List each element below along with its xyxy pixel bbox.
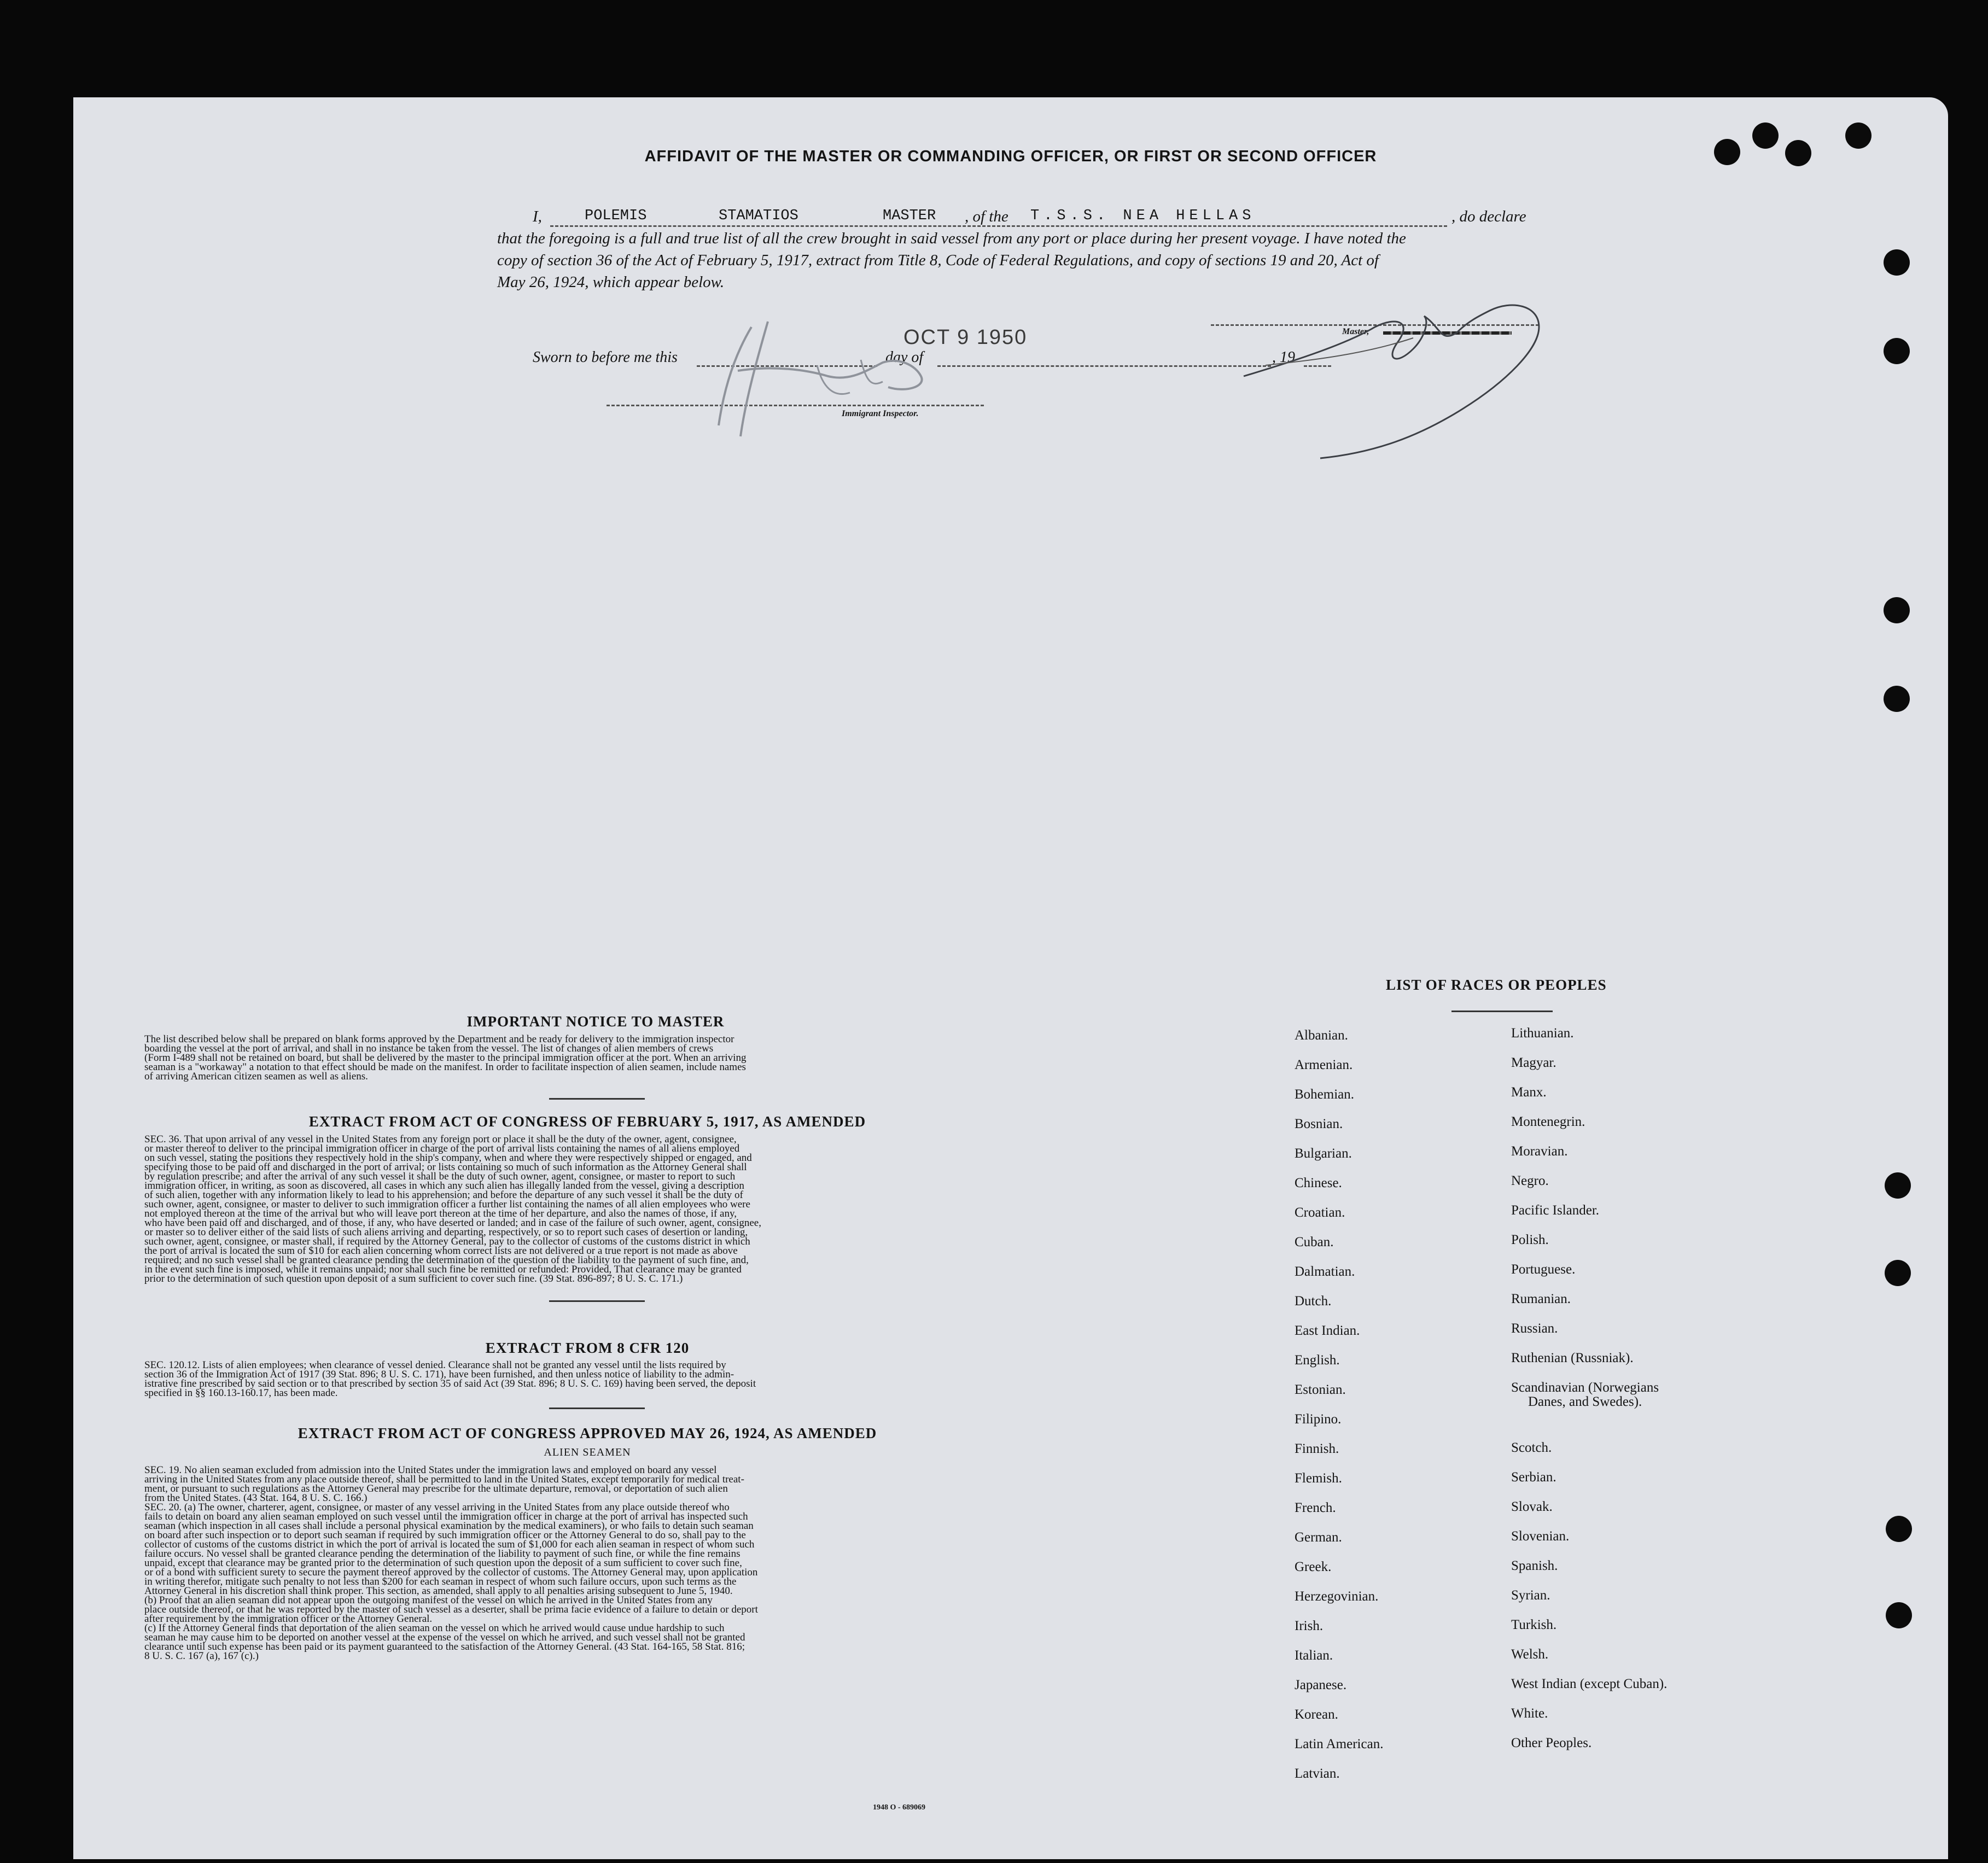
extract-cfr-title: EXTRACT FROM 8 CFR 120 [485, 1340, 690, 1356]
extract-1917-body [144, 1135, 1030, 1283]
extract-line: specified in §§ 160.13-160.17, has been made. [144, 1387, 338, 1399]
race-item: Albanian. [1295, 1028, 1348, 1043]
race-item: Filipino. [1295, 1412, 1342, 1427]
extract-line: required; and no such vessel shall be granted clearance pending the determination of the question of the liability to the payment of such fine, and, [144, 1254, 749, 1266]
race-item: Danes, and Swedes). [1528, 1394, 1642, 1409]
declaration-line: May 26, 1924, which appear below. [497, 273, 725, 291]
punch-hole [1752, 122, 1779, 149]
print-code: 1948 O - 689069 [873, 1803, 926, 1812]
extract-line: in writing therefor, mitigate such penalty to not less than $200 for each seaman in respect of whom such failure occurs, upon such terms as the [144, 1576, 737, 1587]
punch-hole [1845, 122, 1872, 149]
race-item: Magyar. [1511, 1055, 1556, 1070]
extract-line: failure occurs. No vessel shall be granted clearance pending the determination of the liability to payment of such fine, or while the fine remains [144, 1548, 741, 1560]
master-given-name: STAMATIOS [719, 208, 798, 224]
punch-hole [1884, 249, 1910, 276]
extract-line: on such vessel, stating the positions they respectively hold in the ship's company, when and where they were respectively shipped or engaged, and [144, 1152, 752, 1164]
extract-line: not employed thereon at the time of the arrival but who will leave port thereon at the time of her departure, and also the names of those, if any, [144, 1208, 737, 1219]
race-item: Other Peoples. [1511, 1736, 1592, 1750]
master-signature [1233, 283, 1572, 464]
race-item: Dalmatian. [1295, 1264, 1355, 1279]
race-item: Latin American. [1295, 1737, 1384, 1751]
notice-line: (Form I-489 shall not be retained on board, but shall be delivered by the master to the principal immigration officer at the port. When an arriving [144, 1052, 747, 1064]
punch-hole [1886, 1516, 1912, 1542]
extract-1924-title: EXTRACT FROM ACT OF CONGRESS APPROVED MAY 26, 1924, AS AMENDED [298, 1425, 877, 1441]
race-item: Scotch. [1511, 1440, 1552, 1455]
race-item: Estonian. [1295, 1382, 1346, 1397]
extract-line: 8 U. S. C. 167 (a), 167 (c).) [144, 1650, 259, 1662]
extract-line: immigration officer, in writing, as soon as discovered, all cases in which any such alien has illegally landed from the vessel, giving a description [144, 1180, 744, 1192]
extract-1917-title: EXTRACT FROM ACT OF CONGRESS OF FEBRUARY 5, 1917, AS AMENDED [308, 1113, 866, 1130]
race-item: Irish. [1295, 1619, 1324, 1633]
race-item: Pacific Islander. [1511, 1203, 1600, 1218]
race-item: Armenian. [1295, 1058, 1353, 1072]
race-item: Manx. [1511, 1085, 1547, 1100]
notice-title: IMPORTANT NOTICE TO MASTER [467, 1013, 725, 1030]
race-item: Serbian. [1511, 1470, 1556, 1485]
punch-hole [1884, 686, 1910, 712]
extract-line: of such alien, together with any information likely to lead to his apprehension; and before the departure of any such vessel it shall be the duty of [144, 1189, 743, 1201]
fill-line [937, 365, 1271, 367]
race-item: White. [1511, 1706, 1548, 1721]
race-item: Moravian. [1511, 1144, 1568, 1159]
race-item: East Indian. [1295, 1323, 1360, 1338]
notice-line: of arriving American citizen seamen as well as aliens. [144, 1071, 368, 1082]
notice-body [144, 1035, 1030, 1081]
section-divider [1451, 1011, 1553, 1012]
race-item: Croatian. [1295, 1205, 1345, 1220]
section-divider [549, 1408, 645, 1409]
race-item: Lithuanian. [1511, 1026, 1574, 1041]
race-item: Scandinavian (Norwegians [1511, 1380, 1659, 1395]
extract-line: or of a bond with sufficient surety to secure the payment thereof approved by the collector of customs. The Attorney General may, upon application [144, 1567, 758, 1578]
punch-hole [1885, 1172, 1911, 1199]
extract-line: specifying those to be paid off and discharged in the port of arrival; or lists containing so much of such information as the Attorney General shall [144, 1161, 747, 1173]
master-label: Master, [1342, 327, 1369, 336]
extract-line: SEC. 36. That upon arrival of any vessel in the United States from any foreign port or place it shall be the duty of the owner, agent, consignee, [144, 1134, 737, 1145]
inspector-label: Immigrant Inspector. [842, 409, 919, 418]
notice-line: seaman is a "workaway" a notation to that effect should be made on the manifest. In order to facilitate inspection of alien seamen, include names [144, 1061, 746, 1073]
punch-hole [1884, 338, 1910, 364]
affidavit-title: AFFIDAVIT OF THE MASTER OR COMMANDING OFFICER, OR FIRST OR SECOND OFFICER [644, 148, 1377, 165]
notice-line: boarding the vessel at the port of arrival, and shall in no instance be taken from the vessel. The list of changes of alien members of crews [144, 1043, 714, 1054]
race-item: Greek. [1295, 1560, 1332, 1574]
extract-line: on board after such inspection or to deport such seaman if required by such immigration officer or the Attorney General to do so, shall pay to the [144, 1529, 746, 1541]
punch-hole [1885, 1260, 1911, 1286]
extract-line: after requirement by the immigration officer or the Attorney General. [144, 1613, 433, 1625]
extract-line: or master thereof to deliver to the principal immigration officer in charge of the port of arrival lists containing the names of all aliens employed [144, 1143, 740, 1154]
race-item: West Indian (except Cuban). [1511, 1677, 1668, 1691]
extract-line: (b) Proof that an alien seaman did not appear upon the outgoing manifest of the vessel on which he arrived in the United States from any [144, 1595, 713, 1606]
race-item: Montenegrin. [1511, 1114, 1585, 1129]
race-item: English. [1295, 1353, 1340, 1368]
extract-line: istrative fine prescribed by said section or to that prescribed by section 35 of said Act (39 Stat. 896; 8 U. S. C. 169) having been served, the deposit [144, 1378, 756, 1389]
race-item: Polish. [1511, 1233, 1549, 1247]
race-item: Syrian. [1511, 1588, 1550, 1603]
extract-line: clearance until such expense has been paid or its payment guaranteed to the satisfaction of the Attorney General. (43 Stat. 164-165, 58 Stat. 816; [144, 1641, 745, 1652]
extract-line: SEC. 120.12. Lists of alien employees; when clearance of vessel denied. Clearance shall not be granted any vessel until the lists required by [144, 1359, 726, 1371]
extract-line: ment, or pursuant to such regulations as the Attorney General may prescribe for the ultimate departure, removal, or deportation of such alien [144, 1483, 728, 1494]
race-item: Chinese. [1295, 1176, 1342, 1190]
race-item: French. [1295, 1500, 1336, 1515]
extract-line: place outside thereof, or that he was reported by the master of such vessel as a deserter, shall be prima facie evidence of a failure to detain or deport [144, 1604, 758, 1615]
form-sheet [73, 97, 1948, 1859]
race-item: Bohemian. [1295, 1087, 1355, 1102]
extract-line: unpaid, except that clearance may be granted prior to the determination of such question upon the deposit of a sum sufficient to cover such fine, [144, 1557, 742, 1569]
extract-cfr-body [144, 1360, 1030, 1398]
race-item: Japanese. [1295, 1678, 1347, 1692]
extract-line: prior to the determination of such question upon deposit of a sum sufficient to cover such fine. (39 Stat. 896-897; 8 U. S. C. 171.) [144, 1273, 683, 1284]
race-item: Negro. [1511, 1173, 1549, 1188]
race-item: Korean. [1295, 1707, 1338, 1722]
race-item: Portuguese. [1511, 1262, 1576, 1277]
race-item: Slovak. [1511, 1499, 1553, 1514]
punch-hole [1886, 1602, 1912, 1628]
race-item: Cuban. [1295, 1235, 1334, 1249]
extract-line: (c) If the Attorney General finds that deportation of the alien seaman on the vessel on which he arrived would cause undue hardship to such [144, 1622, 725, 1634]
sworn-label: Sworn to before me this [533, 349, 678, 366]
master-rank: MASTER [883, 208, 936, 224]
master-surname: POLEMIS [585, 208, 647, 224]
race-item: Italian. [1295, 1648, 1333, 1663]
race-item: Welsh. [1511, 1647, 1549, 1662]
of-the-text: , of the [965, 208, 1008, 225]
do-declare-text: , do declare [1451, 208, 1526, 225]
extract-line: section 36 of the Immigration Act of 1917 (39 Stat. 896; 8 U. S. C. 171), have been furnished, and then unless notice of liability to the admin- [144, 1369, 734, 1380]
extract-line: from the United States. (43 Stat. 164, 8 U. S. C. 166.) [144, 1492, 368, 1504]
races-title: LIST OF RACES OR PEOPLES [1386, 977, 1607, 993]
race-item: Finnish. [1295, 1441, 1339, 1456]
year-prefix-label: , 19 [1272, 349, 1295, 366]
race-item: Spanish. [1511, 1558, 1558, 1573]
race-item: Bulgarian. [1295, 1146, 1352, 1161]
extract-1924-body [144, 1465, 1030, 1661]
punch-hole [1884, 597, 1910, 623]
extract-line: seaman he may cause him to be deported on another vessel at the expense of the vessel on which he arrived, and such vessel shall not be granted [144, 1632, 745, 1643]
day-of-label: day of [885, 349, 924, 366]
race-item: Latvian. [1295, 1766, 1340, 1781]
vessel-name: T.S.S. NEA HELLAS [1030, 208, 1256, 224]
extract-line: collector of customs of the customs district in which the port of arrival is located the sum of $1,000 for each alien seaman in respect of whom such [144, 1539, 755, 1550]
date-stamp: OCT 9 1950 [903, 326, 1028, 349]
race-item: Russian. [1511, 1321, 1558, 1336]
section-divider [549, 1098, 645, 1100]
race-item: Slovenian. [1511, 1529, 1570, 1544]
extract-1924-subtitle: ALIEN SEAMEN [544, 1446, 631, 1458]
extract-line: SEC. 19. No alien seaman excluded from admission into the United States under the immigration laws and employed on board any vessel [144, 1464, 717, 1476]
race-item: Rumanian. [1511, 1292, 1571, 1306]
race-item: Ruthenian (Russniak). [1511, 1351, 1634, 1365]
extract-line: such owner, agent, consignee, or master shall, if required by the Attorney General, pay to the collector of customs of the customs district in which [144, 1236, 750, 1247]
race-item: Herzegovinian. [1295, 1589, 1379, 1604]
extract-line: seaman (which inspection in all cases shall include a personal physical examination by the medical examiners), or who fails to detain such seaman [144, 1520, 754, 1532]
extract-line: or master so to deliver either of the said lists of such aliens arriving and departing, respectively, or so to report such cases of desertion or landing, [144, 1227, 748, 1238]
extract-line: arriving in the United States from any place outside thereof, shall be permitted to land in the United States, except temporarily for medical treat- [144, 1474, 744, 1485]
extract-line: such owner, agent, consignee, or master to deliver to such immigration officer a further list containing the names of all alien employees who were [144, 1199, 750, 1210]
declaration-line: that the foregoing is a full and true list of all the crew brought in said vessel from any port or place during her present voyage. I have noted the [497, 230, 1406, 247]
race-item: Flemish. [1295, 1471, 1342, 1486]
declaration-line: copy of section 36 of the Act of February 5, 1917, extract from Title 8, Code of Federal Regulations, and copy of sections 19 and 20, Act of [497, 252, 1379, 269]
extract-line: who have been paid off and discharged, and of those, if any, who have deserted or landed; and in case of the failure of such owner, agent, consignee, [144, 1217, 761, 1229]
extract-line: the port of arrival is located the sum of $10 for each alien concerning whom correct lists are not delivered or a true report is not made as above [144, 1245, 738, 1257]
race-item: Dutch. [1295, 1294, 1332, 1309]
race-item: Turkish. [1511, 1617, 1557, 1632]
extract-line: Attorney General in his discretion shall think proper. This section, as amended, shall apply to all penalties arising subsequent to June 5, 1940. [144, 1585, 733, 1597]
race-item: Bosnian. [1295, 1117, 1343, 1131]
extract-line: by regulation prescribe; and after the arrival of any such vessel it shall be the duty of such owner, agent, consignee, or master to report to such [144, 1171, 736, 1182]
race-item: German. [1295, 1530, 1342, 1545]
extract-line: SEC. 20. (a) The owner, charterer, agent, consignee, or master of any vessel arriving in the United States from any place outside thereof who [144, 1502, 730, 1513]
inspector-signature [686, 305, 970, 447]
section-divider [549, 1300, 645, 1302]
extract-line: in the event such fine is imposed, while it remains unpaid; nor shall such fine be remitted or refunded: Provided, That clearance may be granted [144, 1264, 742, 1275]
notice-line: The list described below shall be prepared on blank forms approved by the Department and be ready for delivery to the immigration inspector [144, 1033, 734, 1045]
extract-line: fails to detain on board any alien seaman employed on such vessel until the immigration officer in charge at the port of arrival has inspected such [144, 1511, 748, 1522]
pronoun: I, [533, 208, 542, 225]
